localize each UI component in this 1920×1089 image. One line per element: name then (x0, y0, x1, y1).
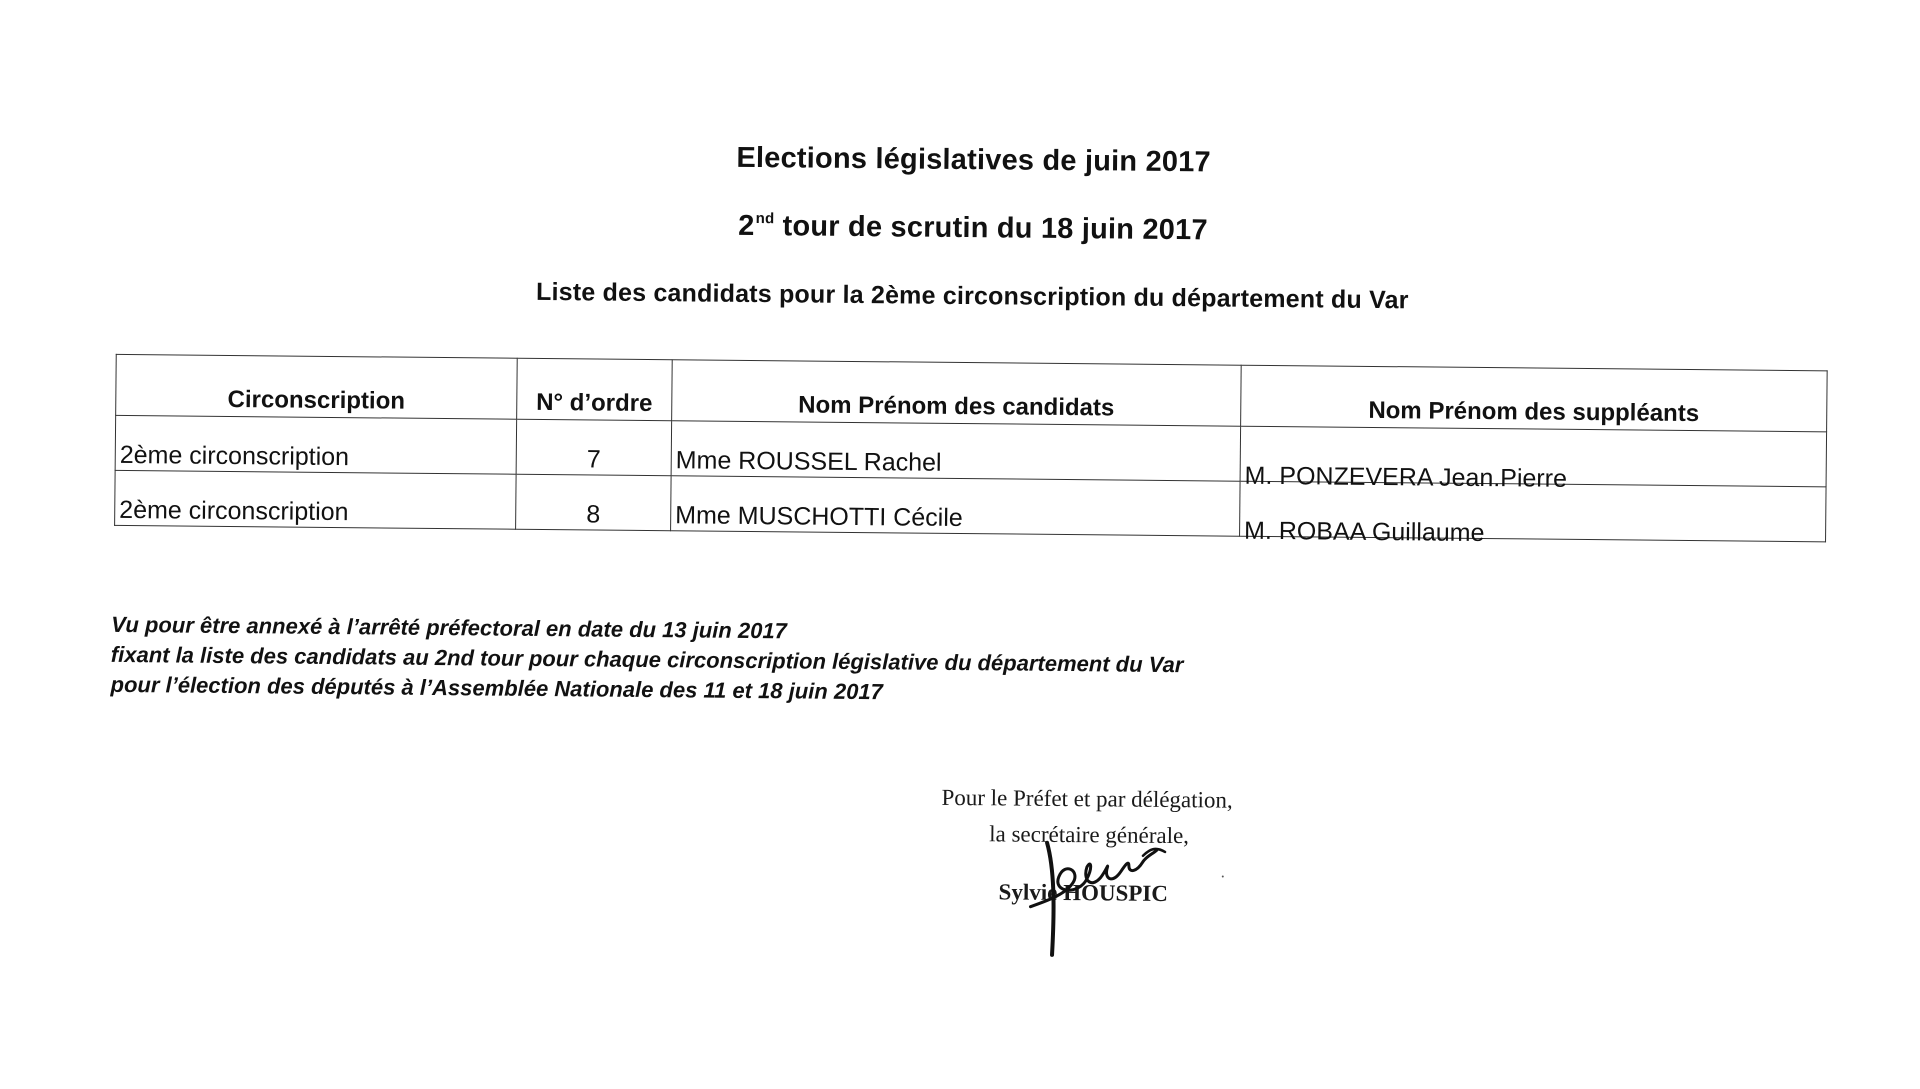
column-header-ordre: N° d’ordre (517, 358, 673, 420)
cell-ordre: 7 (516, 419, 672, 475)
document-subtitle: Liste des candidats pour la 2ème circonscription du département du Var (535, 277, 1409, 315)
cell-candidat: Mme MUSCHOTTI Cécile (671, 476, 1241, 536)
round-title (3, 203, 1920, 255)
document-title: Elections législatives de juin 2017 (736, 141, 1212, 179)
handwritten-signature (1024, 831, 1185, 963)
cell-candidat: Mme ROUSSEL Rachel (671, 421, 1241, 481)
cell-circonscription: 2ème circonscription (115, 415, 517, 474)
cell-ordre: 8 (516, 474, 672, 530)
delegation-line: Pour le Préfet et par délégation, (941, 784, 1233, 813)
column-header-circonscription: Circonscription (116, 354, 518, 419)
column-header-candidats: Nom Prénom des candidats (672, 360, 1242, 426)
round-number: 2 (738, 209, 755, 243)
round-date: tour de scrutin du 18 juin 2017 (774, 210, 1208, 247)
annex-note-line: fixant la liste des candidats au 2nd tour pour chaque circonscription législative du département du Var (110, 641, 1184, 678)
cell-circonscription: 2ème circonscription (115, 470, 517, 529)
signer-name: Sylvie HOUSPIC (998, 879, 1169, 907)
round-ordinal-suffix: nd (755, 210, 775, 228)
annex-note-line: pour l’élection des députés à l’Assemblée Nationale des 11 et 18 juin 2017 (110, 671, 883, 705)
annex-note (110, 610, 1183, 710)
annex-note-line: Vu pour être annexé à l’arrêté préfectoral en date du 13 juin 2017 (111, 611, 787, 644)
signer-title: la secrétaire générale, (989, 821, 1190, 849)
cell-suppleant (1240, 426, 1827, 493)
column-header-suppleants: Nom Prénom des suppléants (1241, 365, 1828, 432)
suppleant-name: M. ROBAA Guillaume (1243, 516, 1485, 548)
scan-speck (1222, 876, 1224, 878)
suppleant-name: M. PONZEVERA Jean.Pierre (1244, 461, 1568, 493)
candidates-table (114, 354, 1828, 548)
